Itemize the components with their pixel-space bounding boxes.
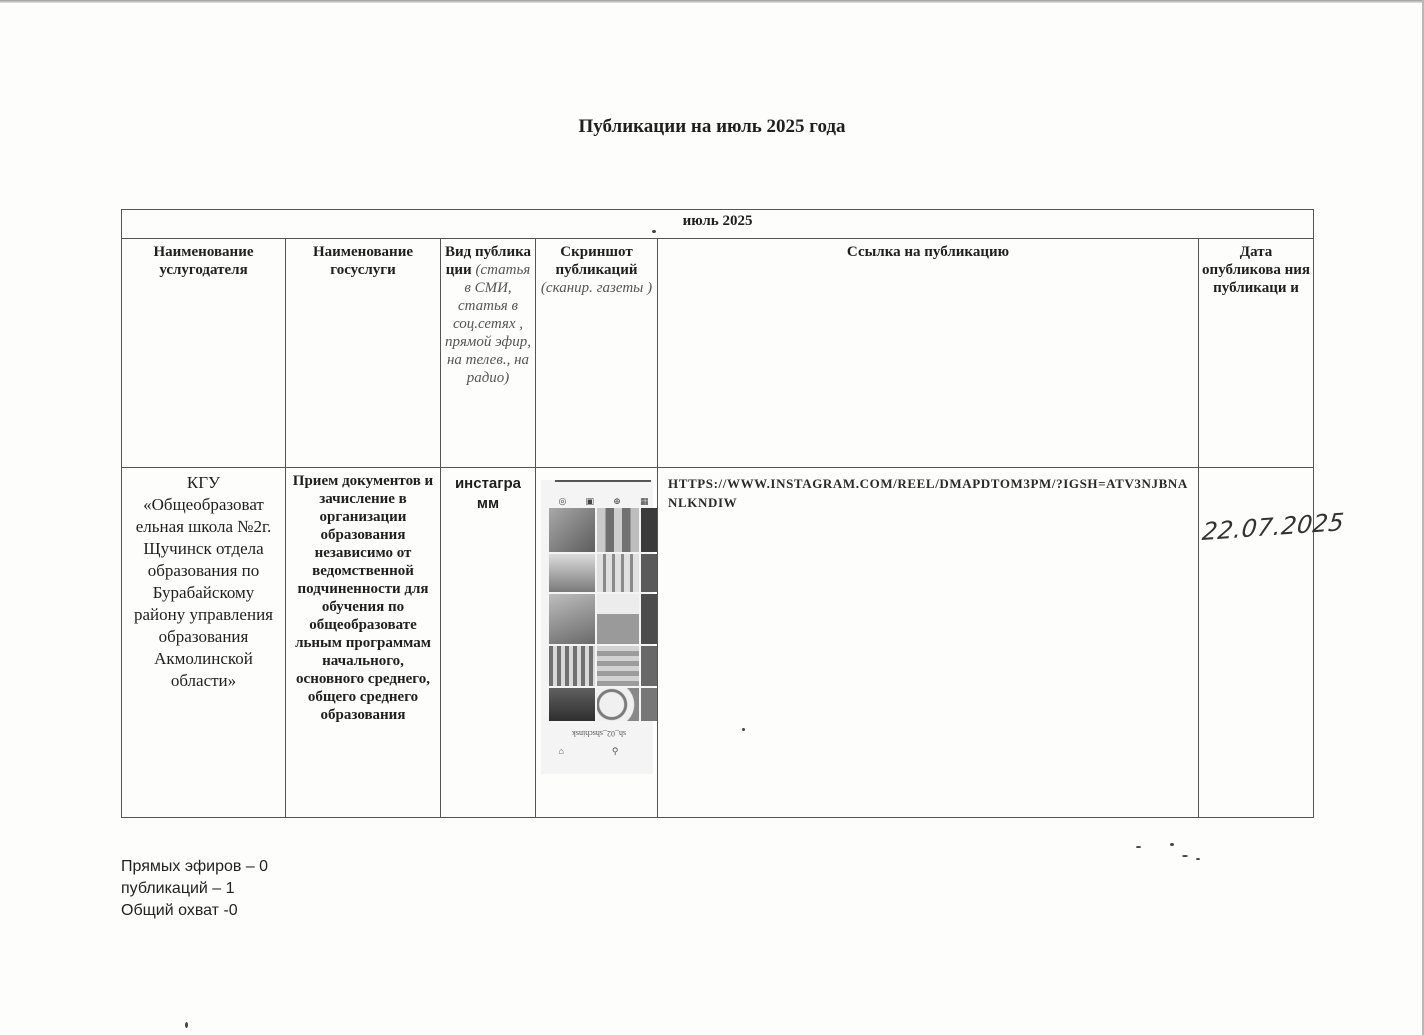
search-icon: ⚲: [611, 746, 619, 756]
column-header-row: [122, 239, 1314, 468]
screenshot-cell: [536, 468, 658, 818]
photo-tile: [549, 594, 595, 644]
live-broadcasts-total: Прямых эфиров – 0: [121, 858, 269, 875]
header-link-label: Ссылка на публикацию: [846, 244, 1010, 260]
publications-total: публикаций – 1: [121, 880, 235, 897]
totals-block: [121, 856, 268, 922]
scan-speck: [1170, 843, 1174, 846]
photo-tile: [597, 554, 639, 592]
kind-cell: инстагра мм: [441, 468, 536, 818]
reach-total: Общий охват -0: [121, 902, 238, 919]
header-date: [1199, 239, 1314, 468]
photo-tile: [549, 508, 595, 552]
provider-cell: КГУ «Общеобразоват ельная школа №2г. Щучинск отдела образования по Бурабайскому району управления образования Акмолинской области»: [122, 468, 286, 818]
header-kind-note: (статья в СМИ, статья в соц.сетях , прямой эфир, на телев., на радио): [445, 262, 531, 386]
header-screenshot-label: Скриншот публикаций: [555, 244, 638, 278]
header-screenshot: [536, 239, 658, 468]
screenshot-photo-grid: [549, 508, 653, 713]
photo-tile: [641, 594, 657, 644]
header-date-label: Дата опубликова ния публикаци и: [1202, 244, 1310, 296]
header-kind-label: Вид публика ции: [444, 244, 532, 278]
photo-tile: [597, 646, 639, 686]
grid-icon: ▦: [639, 496, 649, 506]
handwritten-date: 22.07.2025: [1200, 507, 1346, 547]
photo-tile: [549, 554, 595, 592]
phone-status-bar: [555, 480, 651, 482]
scan-edge-top: [0, 0, 1424, 3]
screenshot-caption: sh_02_shschinsk: [571, 729, 626, 738]
photo-tile: [641, 508, 657, 552]
photo-tile: [597, 508, 639, 552]
photo-tile: [641, 646, 657, 686]
header-service: [286, 239, 441, 468]
header-provider: [122, 239, 286, 468]
month-header-row: [122, 210, 1314, 239]
home-icon: ⌂: [558, 746, 564, 756]
service-cell: Прием документов и зачисление в организации образования независимо от ведомственной подчиненности для обучения по общеобразовате льным программам начального, основного среднего, общего среднего образования: [286, 468, 441, 818]
publication-link[interactable]: HTTPS://WWW.INSTAGRAM.COM/REEL/DMAPDTOM3PM/?IGSH=ATV3NJBNANLKNDIW: [668, 476, 1188, 510]
header-kind: [441, 239, 536, 468]
photo-tile: [641, 554, 657, 592]
scan-speck: [1182, 855, 1188, 857]
publications-table: [121, 209, 1346, 818]
header-service-label: Наименование госуслуги: [313, 244, 413, 278]
photo-tile: [549, 688, 595, 721]
instagram-screenshot: [541, 480, 653, 774]
date-cell: [1199, 468, 1346, 818]
plus-icon: ⊕: [613, 496, 621, 506]
photo-tile: [641, 688, 657, 721]
phone-bottom-icons: [559, 742, 619, 760]
photo-tile: [597, 688, 639, 721]
page-title: Публикации на июль 2025 года: [578, 116, 846, 137]
table-row: [122, 468, 1314, 818]
scan-speck: [1196, 858, 1200, 860]
header-provider-label: Наименование услугодателя: [153, 244, 254, 278]
scan-speck: [1136, 846, 1141, 848]
header-screenshot-note: (сканир. газеты ): [540, 280, 653, 296]
header-link: [658, 239, 1199, 468]
scan-speck: [185, 1022, 188, 1028]
image-icon: ▣: [585, 496, 595, 506]
month-header: июль 2025: [122, 210, 1314, 239]
publication-link-cell: [658, 468, 1199, 818]
photo-tile: [549, 646, 595, 686]
profile-icon: ◎: [558, 496, 567, 506]
photo-tile: [597, 594, 639, 644]
